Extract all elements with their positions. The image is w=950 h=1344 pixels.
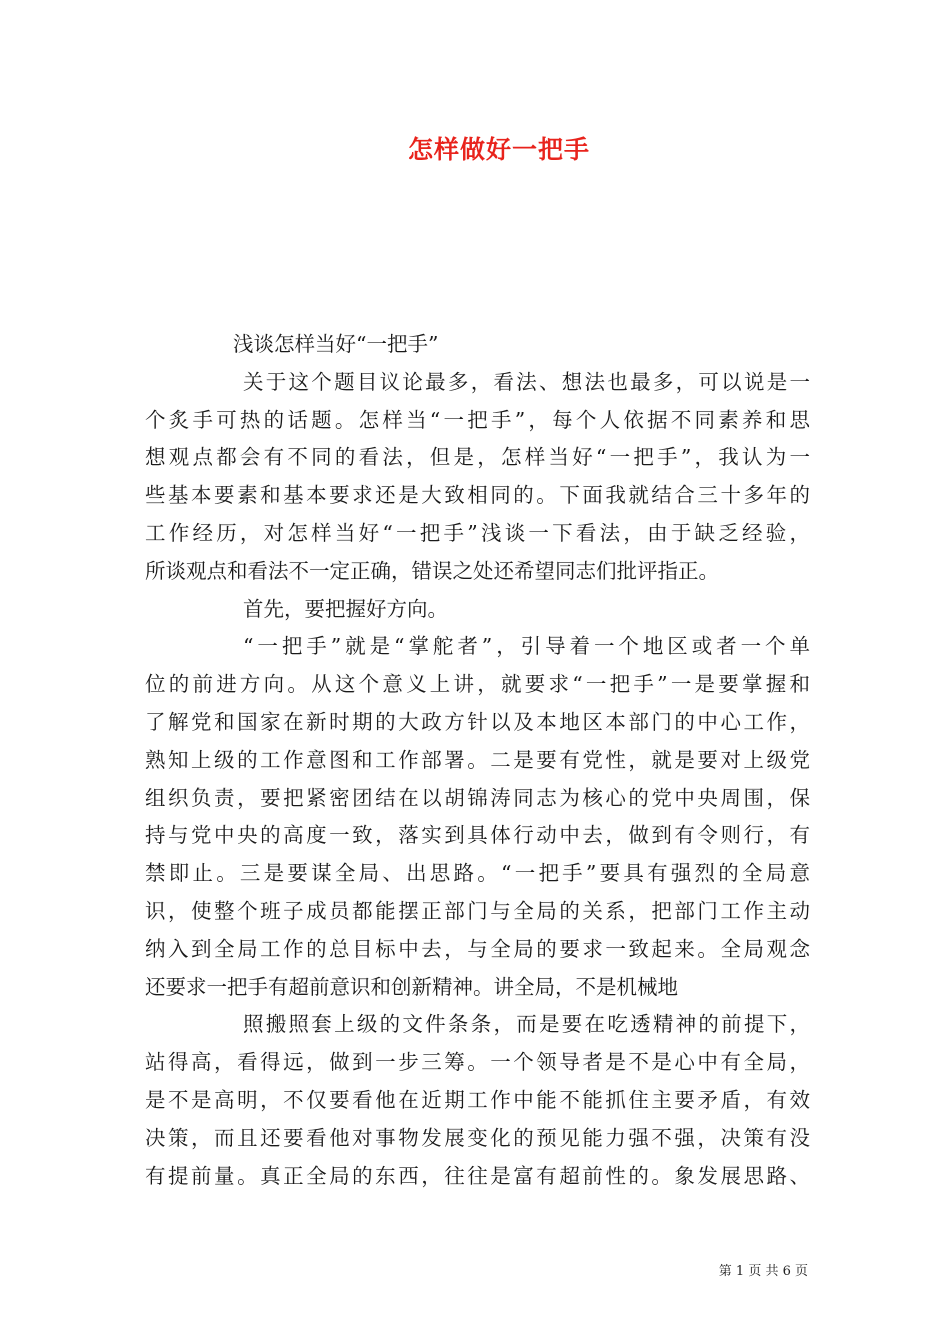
text-line: 个炙手可热的话题。怎样当“一把手”，每个人依据不同素养和思 (145, 407, 810, 432)
page-number-footer: 第 1 页 共 6 页 (718, 1264, 808, 1279)
text-line: 禁即止。三是要谋全局、出思路。“一把手”要具有强烈的全局意 (145, 861, 810, 886)
text-line: “一把手”就是“掌舵者”，引导着一个地区或者一个单 (243, 634, 810, 659)
text-line: 是不是高明，不仅要看他在近期工作中能不能抓住主要矛盾，有效 (145, 1087, 810, 1112)
text-line: 照搬照套上级的文件条条，而是要在吃透精神的前提下， (243, 1012, 810, 1037)
text-line: 所谈观点和看法不一定正确，错误之处还希望同志们批评指正。 (145, 558, 719, 583)
subtitle-line: 浅谈怎样当好“一把手” (233, 332, 439, 356)
document-body (145, 326, 810, 1195)
text-line: 关于这个题目议论最多，看法、想法也最多，可以说是一 (243, 369, 810, 394)
text-line: 识，使整个班子成员都能摆正部门与全局的关系，把部门工作主动 (145, 898, 810, 923)
text-line: 还要求一把手有超前意识和创新精神。讲全局，不是机械地 (145, 974, 678, 999)
text-line: 有提前量。真正全局的东西，往往是富有超前性的。象发展思路、 (145, 1163, 810, 1188)
text-line: 决策，而且还要看他对事物发展变化的预见能力强不强，决策有没 (145, 1125, 810, 1150)
text-line: 熟知上级的工作意图和工作部署。二是要有党性，就是要对上级党 (145, 747, 810, 772)
text-line: 站得高，看得远，做到一步三筹。一个领导者是不是心中有全局， (145, 1050, 810, 1075)
text-line: 想观点都会有不同的看法，但是，怎样当好“一把手”，我认为一 (145, 445, 810, 470)
text-line: 持与党中央的高度一致，落实到具体行动中去，做到有令则行，有 (145, 823, 810, 848)
document-title: 怎样做好一把手 (407, 135, 590, 164)
text-line: 位的前进方向。从这个意义上讲，就要求“一把手”一是要掌握和 (145, 672, 810, 697)
text-line: 工作经历，对怎样当好“一把手”浅谈一下看法，由于缺乏经验， (145, 520, 810, 545)
text-line: 纳入到全局工作的总目标中去，与全局的要求一致起来。全局观念 (145, 936, 810, 961)
text-line: 组织负责，要把紧密团结在以胡锦涛同志为核心的党中央周围，保 (145, 785, 810, 810)
section-heading-line: 首先，要把握好方向。 (243, 596, 448, 621)
text-line: 了解党和国家在新时期的大政方针以及本地区本部门的中心工作， (145, 709, 810, 734)
text-line: 些基本要素和基本要求还是大致相同的。下面我就结合三十多年的 (145, 483, 810, 508)
